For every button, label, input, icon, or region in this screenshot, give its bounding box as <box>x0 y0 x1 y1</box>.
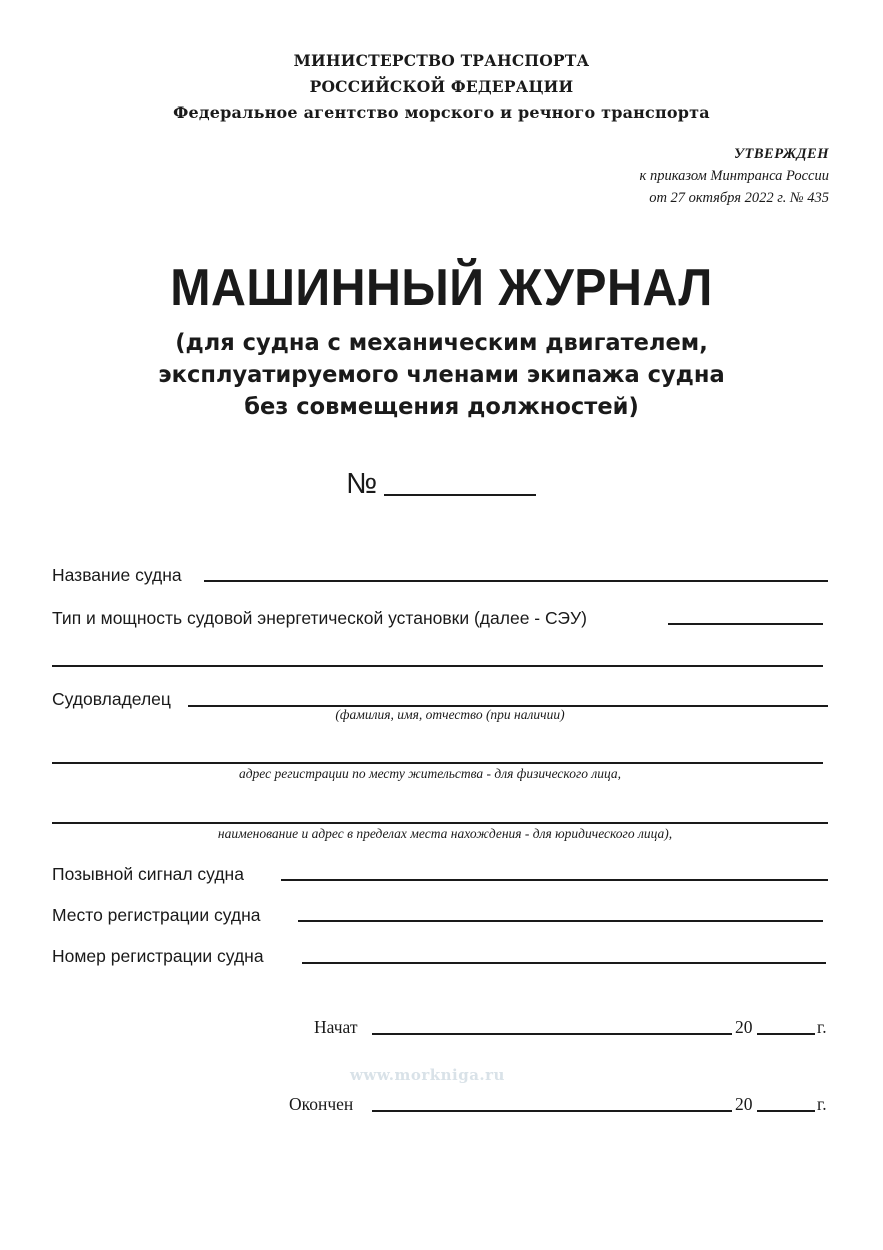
registration-place-field[interactable] <box>298 920 823 922</box>
finished-year-prefix: 20 <box>735 1094 753 1114</box>
started-year-field[interactable] <box>757 1033 815 1035</box>
journal-number-label: № <box>346 468 378 500</box>
document-title: МАШИННЫЙ ЖУРНАЛ <box>170 259 713 317</box>
finished-year-suffix: г. <box>817 1094 827 1114</box>
owner-legal-field[interactable] <box>52 822 828 824</box>
ship-name-field[interactable] <box>204 580 828 582</box>
registration-number-label: Номер регистрации судна <box>52 946 264 966</box>
started-label: Начат <box>314 1017 358 1037</box>
journal-number-field[interactable] <box>384 494 536 496</box>
agency-name: Федеральное агентство морского и речного транспорта <box>173 103 710 122</box>
owner-label: Судовладелец <box>52 689 171 709</box>
finished-year-field[interactable] <box>757 1110 815 1112</box>
approval-heading: УТВЕРЖДЕН <box>733 146 829 162</box>
started-date-field[interactable] <box>372 1033 732 1035</box>
power-plant-field[interactable] <box>668 623 823 625</box>
watermark: www.morkniga.ru <box>350 1066 505 1084</box>
address-caption: адрес регистрации по месту жительства - для физического лица, <box>238 766 622 781</box>
call-sign-label: Позывной сигнал судна <box>52 864 244 884</box>
finished-date-field[interactable] <box>372 1110 732 1112</box>
subtitle-line1: (для судна с механическим двигателем, <box>175 328 708 356</box>
subtitle-line2: эксплуатируемого членами экипажа судна <box>158 360 725 388</box>
started-year-prefix: 20 <box>735 1017 753 1037</box>
approval-stamp <box>640 143 829 209</box>
approval-order: к приказом Минтранса России <box>639 168 829 184</box>
started-year-suffix: г. <box>817 1017 827 1037</box>
registration-number-field[interactable] <box>302 962 826 964</box>
power-plant-field-continued[interactable] <box>52 665 823 667</box>
power-plant-label: Тип и мощность судовой энергетической установки (далее - СЭУ) <box>52 608 587 628</box>
ship-name-label: Название судна <box>52 565 182 585</box>
ministry-name-line2: РОССИЙСКОЙ ФЕДЕРАЦИИ <box>309 77 574 96</box>
subtitle-line3: без совмещения должностей) <box>244 392 639 420</box>
owner-address-field[interactable] <box>52 762 823 764</box>
registration-place-label: Место регистрации судна <box>52 905 261 925</box>
document-subtitle <box>18 326 866 422</box>
approval-date: от 27 октября 2022 г. № 435 <box>649 190 829 206</box>
ministry-name-line1: МИНИСТЕРСТВО ТРАНСПОРТА <box>293 51 590 70</box>
finished-label: Окончен <box>289 1094 354 1114</box>
owner-caption: (фамилия, имя, отчество (при наличии) <box>335 707 565 722</box>
legal-entity-caption: наименование и адрес в пределах места нахождения - для юридического лица), <box>217 826 673 841</box>
call-sign-field[interactable] <box>281 879 828 881</box>
